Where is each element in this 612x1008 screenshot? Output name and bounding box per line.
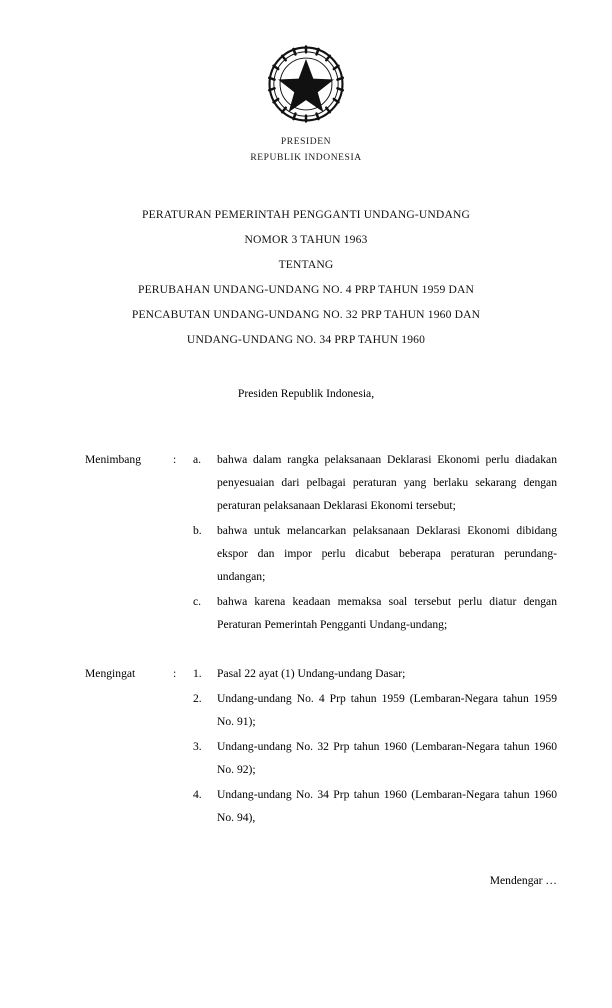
emblem-caption-republik: REPUBLIK INDONESIA (250, 153, 362, 163)
list-item (193, 687, 557, 733)
document-title-block (0, 202, 612, 352)
item-marker: c. (193, 595, 202, 608)
list-item (193, 590, 557, 636)
item-marker: 2. (193, 692, 202, 705)
list-item (193, 783, 557, 829)
clause-label-menimbang: Menimbang (85, 453, 142, 466)
item-marker: 4. (193, 788, 202, 801)
emblem-caption-presiden: PRESIDEN (280, 137, 332, 147)
title-line-4: PERUBAHAN UNDANG-UNDANG NO. 4 PRP TAHUN 1959 DAN (137, 283, 475, 296)
title-line-number: NOMOR 3 TAHUN 1963 (244, 233, 368, 246)
clauses-section (0, 448, 612, 829)
title-line-1: PERATURAN PEMERINTAH PENGGANTI UNDANG-UNDANG (141, 208, 471, 221)
item-text: Pasal 22 ayat (1) Undang-undang Dasar; (217, 667, 406, 680)
clause-label-mengingat: Mengingat (85, 667, 136, 680)
clause-group-menimbang (85, 448, 557, 636)
item-marker: 1. (193, 667, 202, 680)
item-marker: b. (193, 524, 202, 537)
page-catchword: Mendengar … (489, 874, 557, 887)
item-text: bahwa karena keadaan memaksa soal tersebut perlu diatur dengan Peraturan Pemerintah Pengganti Undang-undang; (217, 595, 557, 631)
opening-statement: Presiden Republik Indonesia, (237, 387, 375, 400)
garuda-star-emblem-icon (258, 36, 354, 132)
title-line-6: UNDANG-UNDANG NO. 34 PRP TAHUN 1960 (186, 333, 426, 346)
item-marker: 3. (193, 740, 202, 753)
clause-items-menimbang (193, 448, 557, 636)
item-text: Undang-undang No. 34 Prp tahun 1960 (Lembaran-Negara tahun 1960 No. 94), (217, 788, 557, 824)
item-text: Undang-undang No. 32 Prp tahun 1960 (Lembaran-Negara tahun 1960 No. 92); (217, 740, 557, 776)
title-line-5: PENCABUTAN UNDANG-UNDANG NO. 32 PRP TAHUN 1960 DAN (131, 308, 481, 321)
title-line-tentang: TENTANG (278, 258, 334, 271)
item-text: bahwa untuk melancarkan pelaksanaan Deklarasi Ekonomi dibidang ekspor dan impor perlu dicabut beberapa peraturan perundang-undangan; (217, 524, 557, 583)
clause-group-mengingat (85, 662, 557, 829)
emblem-container (0, 0, 612, 132)
clause-items-mengingat (193, 662, 557, 829)
list-item (193, 662, 557, 685)
item-text: Undang-undang No. 4 Prp tahun 1959 (Lembaran-Negara tahun 1959 No. 91); (217, 692, 557, 728)
list-item (193, 735, 557, 781)
clause-colon-menimbang: : (173, 453, 177, 466)
item-marker: a. (193, 453, 202, 466)
list-item (193, 519, 557, 588)
list-item (193, 448, 557, 517)
item-text: bahwa dalam rangka pelaksanaan Deklarasi Ekonomi perlu diadakan penyesuaian dari pelbagai peraturan yang berlaku sekarang dengan peraturan pelaksanaan Deklarasi Ekonomi tersebut; (217, 453, 557, 512)
clause-colon-mengingat: : (173, 667, 177, 680)
